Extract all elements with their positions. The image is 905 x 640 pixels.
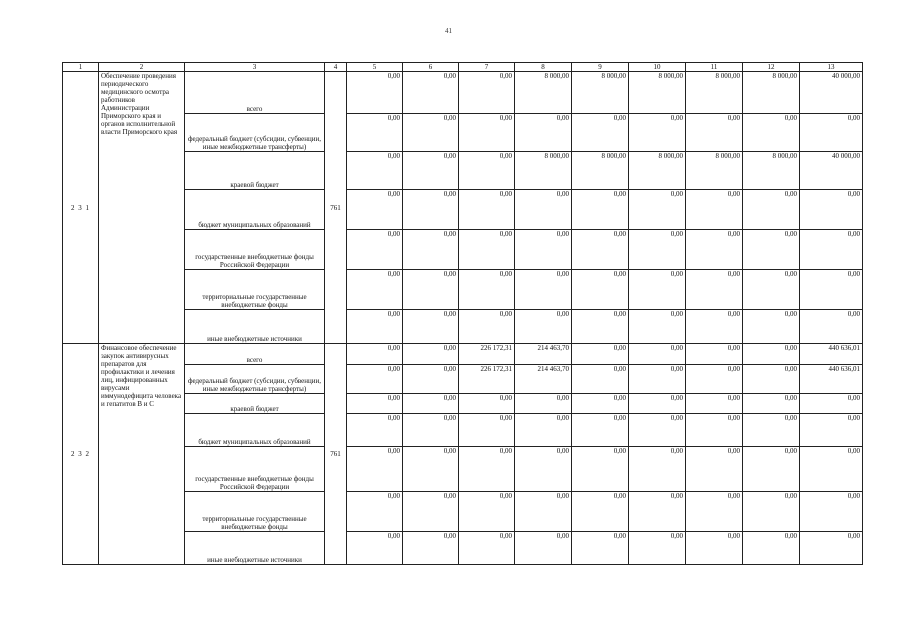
- row-code: 2 3 1: [63, 72, 99, 344]
- value-cell: 0,00: [403, 152, 459, 190]
- value-cell: 0,00: [403, 270, 459, 310]
- value-cell: 0,00: [686, 365, 743, 394]
- value-cell: 0,00: [347, 114, 403, 152]
- value-cell: 0,00: [403, 344, 459, 365]
- value-cell: 0,00: [743, 447, 800, 492]
- value-cell: 0,00: [743, 230, 800, 270]
- column-header: 9: [572, 63, 629, 72]
- value-cell: 0,00: [515, 492, 572, 532]
- funding-source: краевой бюджет: [185, 152, 325, 190]
- row-code: 2 3 2: [63, 344, 99, 565]
- value-cell: 8 000,00: [629, 72, 686, 114]
- funding-source: бюджет муниципальных образований: [185, 190, 325, 230]
- value-cell: 0,00: [515, 190, 572, 230]
- value-cell: 0,00: [459, 114, 515, 152]
- value-cell: 0,00: [743, 532, 800, 565]
- column-header: 11: [686, 63, 743, 72]
- value-cell: 0,00: [403, 230, 459, 270]
- value-cell: 0,00: [686, 447, 743, 492]
- value-cell: 0,00: [686, 270, 743, 310]
- value-cell: 0,00: [686, 414, 743, 447]
- value-cell: 0,00: [459, 72, 515, 114]
- value-cell: 0,00: [743, 114, 800, 152]
- value-cell: 0,00: [572, 114, 629, 152]
- value-cell: 0,00: [403, 532, 459, 565]
- value-cell: 0,00: [515, 114, 572, 152]
- value-cell: 0,00: [347, 310, 403, 344]
- value-cell: 0,00: [743, 492, 800, 532]
- column-header: 6: [403, 63, 459, 72]
- value-cell: 0,00: [347, 492, 403, 532]
- value-cell: 0,00: [347, 447, 403, 492]
- value-cell: 0,00: [629, 532, 686, 565]
- value-cell: 0,00: [572, 365, 629, 394]
- value-cell: 0,00: [515, 447, 572, 492]
- value-cell: 0,00: [403, 114, 459, 152]
- value-cell: 8 000,00: [686, 72, 743, 114]
- value-cell: 0,00: [347, 344, 403, 365]
- value-cell: 0,00: [743, 414, 800, 447]
- value-cell: 0,00: [347, 72, 403, 114]
- value-cell: 40 000,00: [800, 152, 863, 190]
- value-cell: 0,00: [515, 310, 572, 344]
- value-cell: 0,00: [800, 310, 863, 344]
- value-cell: 0,00: [572, 447, 629, 492]
- executor-code: 761: [325, 344, 347, 565]
- value-cell: 0,00: [459, 230, 515, 270]
- value-cell: 0,00: [800, 414, 863, 447]
- value-cell: 0,00: [459, 152, 515, 190]
- value-cell: 0,00: [347, 414, 403, 447]
- column-header: 2: [99, 63, 185, 72]
- funding-source: иные внебюджетные источники: [185, 310, 325, 344]
- value-cell: 0,00: [800, 270, 863, 310]
- value-cell: 0,00: [459, 532, 515, 565]
- value-cell: 8 000,00: [629, 152, 686, 190]
- value-cell: 0,00: [800, 394, 863, 414]
- column-header: 5: [347, 63, 403, 72]
- value-cell: 0,00: [800, 190, 863, 230]
- value-cell: 0,00: [347, 190, 403, 230]
- value-cell: 0,00: [515, 414, 572, 447]
- value-cell: 0,00: [403, 72, 459, 114]
- value-cell: 0,00: [743, 270, 800, 310]
- value-cell: 0,00: [686, 344, 743, 365]
- value-cell: 0,00: [347, 532, 403, 565]
- funding-source: государственные внебюджетные фонды Российской Федерации: [185, 230, 325, 270]
- value-cell: 226 172,31: [459, 344, 515, 365]
- value-cell: 8 000,00: [515, 152, 572, 190]
- value-cell: 0,00: [686, 230, 743, 270]
- value-cell: 0,00: [686, 532, 743, 565]
- value-cell: 0,00: [347, 394, 403, 414]
- value-cell: 0,00: [629, 492, 686, 532]
- column-header: 8: [515, 63, 572, 72]
- value-cell: 0,00: [572, 394, 629, 414]
- value-cell: 8 000,00: [572, 72, 629, 114]
- column-header: 4: [325, 63, 347, 72]
- value-cell: 0,00: [459, 394, 515, 414]
- column-header: 1: [63, 63, 99, 72]
- value-cell: 0,00: [459, 310, 515, 344]
- value-cell: 0,00: [459, 270, 515, 310]
- value-cell: 40 000,00: [800, 72, 863, 114]
- value-cell: 0,00: [403, 414, 459, 447]
- value-cell: 0,00: [800, 532, 863, 565]
- value-cell: 0,00: [686, 114, 743, 152]
- funding-source: всего: [185, 344, 325, 365]
- value-cell: 0,00: [572, 492, 629, 532]
- column-header: 13: [800, 63, 863, 72]
- funding-source: государственные внебюджетные фонды Российской Федерации: [185, 447, 325, 492]
- value-cell: 440 636,01: [800, 365, 863, 394]
- value-cell: 0,00: [686, 492, 743, 532]
- page-number: 41: [445, 27, 452, 35]
- value-cell: 0,00: [347, 270, 403, 310]
- budget-table: [62, 62, 863, 565]
- value-cell: 0,00: [403, 447, 459, 492]
- funding-source: краевой бюджет: [185, 394, 325, 414]
- activity-description: Обеспечение проведения периодического медицинского осмотра работников Администрации Приморского края и органов исполнительной власти Приморского края: [99, 72, 185, 344]
- value-cell: 0,00: [515, 230, 572, 270]
- value-cell: 0,00: [572, 310, 629, 344]
- value-cell: 0,00: [686, 394, 743, 414]
- value-cell: 0,00: [515, 532, 572, 565]
- value-cell: 0,00: [629, 230, 686, 270]
- value-cell: 8 000,00: [686, 152, 743, 190]
- value-cell: 0,00: [459, 447, 515, 492]
- value-cell: 0,00: [347, 230, 403, 270]
- value-cell: 0,00: [800, 114, 863, 152]
- value-cell: 0,00: [800, 492, 863, 532]
- column-header: 3: [185, 63, 325, 72]
- value-cell: 0,00: [347, 152, 403, 190]
- funding-source: всего: [185, 72, 325, 114]
- value-cell: 0,00: [459, 414, 515, 447]
- funding-source: территориальные государственные внебюджетные фонды: [185, 270, 325, 310]
- value-cell: 0,00: [743, 344, 800, 365]
- value-cell: 0,00: [629, 344, 686, 365]
- value-cell: 0,00: [629, 114, 686, 152]
- value-cell: 0,00: [572, 270, 629, 310]
- value-cell: 0,00: [686, 190, 743, 230]
- value-cell: 0,00: [403, 394, 459, 414]
- header-row: [63, 63, 863, 72]
- funding-source: территориальные государственные внебюджетные фонды: [185, 492, 325, 532]
- funding-source: иные внебюджетные источники: [185, 532, 325, 565]
- value-cell: 214 463,70: [515, 344, 572, 365]
- value-cell: 0,00: [459, 190, 515, 230]
- value-cell: 0,00: [572, 414, 629, 447]
- value-cell: 0,00: [629, 365, 686, 394]
- value-cell: 0,00: [743, 394, 800, 414]
- table-row: [63, 344, 863, 365]
- column-header: 7: [459, 63, 515, 72]
- value-cell: 0,00: [629, 310, 686, 344]
- value-cell: 0,00: [743, 190, 800, 230]
- executor-code: 761: [325, 72, 347, 344]
- value-cell: 8 000,00: [572, 152, 629, 190]
- column-header: 10: [629, 63, 686, 72]
- value-cell: 0,00: [572, 532, 629, 565]
- value-cell: 8 000,00: [743, 72, 800, 114]
- activity-description: Финансовое обеспечение закупок антивирусных препаратов для профилактики и лечения лиц, инфицированных вирусами иммунодефицита человека и гепатитов В и С: [99, 344, 185, 565]
- value-cell: 0,00: [800, 447, 863, 492]
- value-cell: 0,00: [347, 365, 403, 394]
- value-cell: 0,00: [403, 310, 459, 344]
- value-cell: 8 000,00: [515, 72, 572, 114]
- value-cell: 0,00: [572, 344, 629, 365]
- value-cell: 0,00: [800, 230, 863, 270]
- value-cell: 440 636,01: [800, 344, 863, 365]
- value-cell: 0,00: [743, 365, 800, 394]
- value-cell: 0,00: [403, 492, 459, 532]
- value-cell: 0,00: [743, 310, 800, 344]
- column-header: 12: [743, 63, 800, 72]
- value-cell: 0,00: [629, 270, 686, 310]
- value-cell: 0,00: [459, 492, 515, 532]
- value-cell: 0,00: [629, 190, 686, 230]
- value-cell: 0,00: [515, 394, 572, 414]
- value-cell: 0,00: [403, 365, 459, 394]
- funding-source: федеральный бюджет (субсидии, субвенции, иные межбюджетные трансферты): [185, 114, 325, 152]
- value-cell: 0,00: [515, 270, 572, 310]
- table-row: [63, 72, 863, 114]
- funding-source: бюджет муниципальных образований: [185, 414, 325, 447]
- value-cell: 0,00: [572, 190, 629, 230]
- value-cell: 0,00: [629, 447, 686, 492]
- value-cell: 214 463,70: [515, 365, 572, 394]
- value-cell: 0,00: [629, 414, 686, 447]
- funding-source: федеральный бюджет (субсидии, субвенции, иные межбюджетные трансферты): [185, 365, 325, 394]
- value-cell: 0,00: [686, 310, 743, 344]
- value-cell: 226 172,31: [459, 365, 515, 394]
- value-cell: 0,00: [629, 394, 686, 414]
- value-cell: 0,00: [403, 190, 459, 230]
- value-cell: 0,00: [572, 230, 629, 270]
- value-cell: 8 000,00: [743, 152, 800, 190]
